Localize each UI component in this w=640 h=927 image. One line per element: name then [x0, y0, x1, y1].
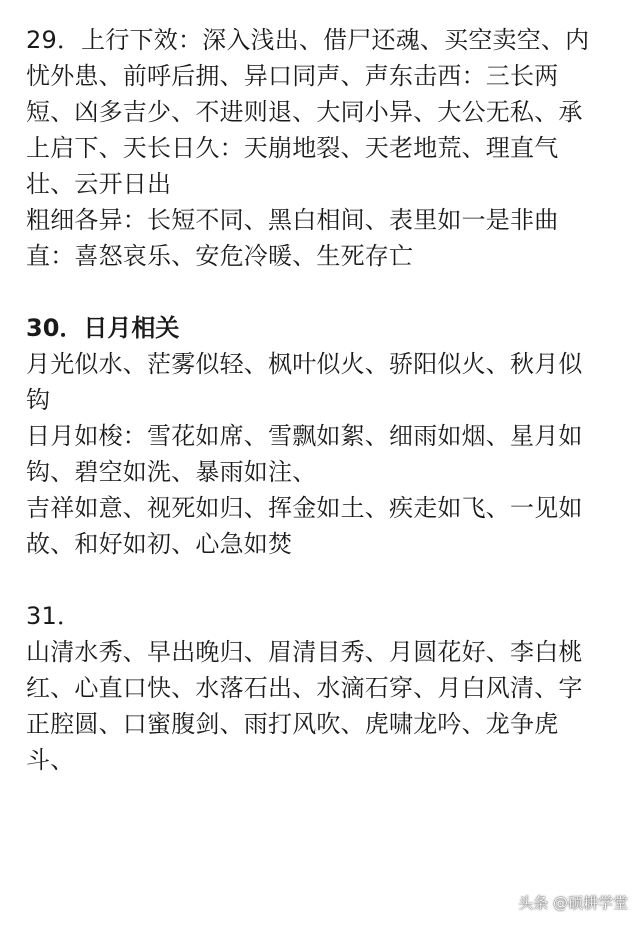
- text-line: 日月如梭：雪花如席、雪飘如絮、细雨如烟、星月如: [26, 422, 583, 450]
- text-line: 故、和好如初、心急如焚: [26, 530, 293, 558]
- text-line: 忧外患、前呼后拥、异口同声、声东击西：三长两: [26, 62, 559, 90]
- text-line: 山清水秀、早出晚归、眉清目秀、月圆花好、李白桃: [26, 638, 583, 666]
- text-line: 壮、云开日出: [26, 170, 172, 198]
- paragraph-gap: [26, 274, 628, 310]
- text-line: 吉祥如意、视死如归、挥金如土、疾走如飞、一见如: [26, 494, 583, 522]
- text-line: 钩: [26, 386, 51, 414]
- section-30: [26, 310, 628, 562]
- paragraph-gap: [26, 562, 628, 598]
- text-line: 红、心直口快、水落石出、水滴石穿、月白风清、字: [26, 674, 583, 702]
- text-line: 钩、碧空如洗、暴雨如注、: [26, 458, 317, 486]
- text-line: 正腔圆、口蜜腹剑、雨打风吹、虎啸龙吟、龙争虎: [26, 710, 559, 738]
- section-31: [26, 598, 628, 778]
- text-line: 直：喜怒哀乐、安危冷暖、生死存亡: [26, 242, 414, 270]
- section-heading: 30．日月相关: [26, 314, 180, 342]
- text-line: 29．上行下效：深入浅出、借尸还魂、买空卖空、内: [26, 26, 590, 54]
- text-line: 上启下、天长日久：天崩地裂、天老地荒、理直气: [26, 134, 559, 162]
- section-29: [26, 22, 628, 274]
- text-line: 31．: [26, 602, 82, 630]
- text-line: 斗、: [26, 746, 75, 774]
- text-line: 短、凶多吉少、不进则退、大同小异、大公无私、承: [26, 98, 583, 126]
- text-line: 月光似水、茫雾似轻、枫叶似火、骄阳似火、秋月似: [26, 350, 583, 378]
- text-line: 粗细各异：长短不同、黑白相间、表里如一是非曲: [26, 206, 559, 234]
- watermark-logo: 头条 @硕耕学堂: [518, 894, 628, 912]
